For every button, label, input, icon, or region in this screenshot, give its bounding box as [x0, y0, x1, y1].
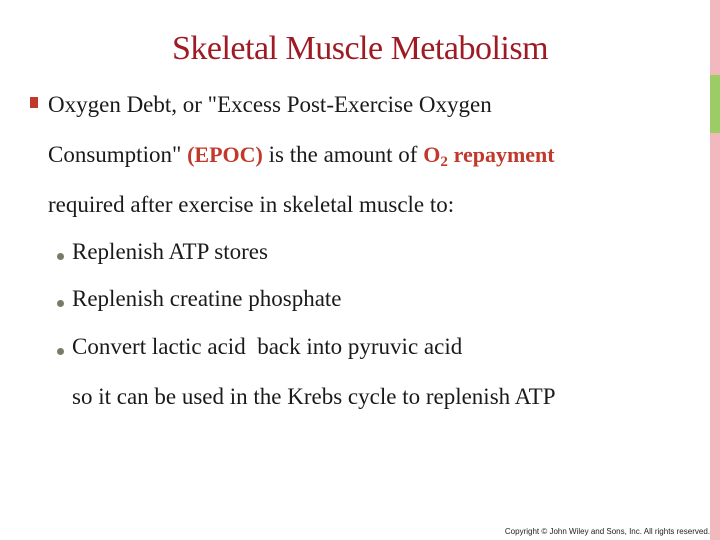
- bullet-dot-icon: [57, 300, 64, 307]
- repayment-highlight: repayment: [453, 142, 555, 167]
- o-symbol: O: [423, 142, 441, 167]
- sub-bullet-2: Replenish creatine phosphate: [72, 286, 342, 311]
- bullet-dot-icon: [57, 253, 64, 260]
- consumption-text: Consumption": [48, 142, 182, 167]
- bullet-marker-icon: [30, 97, 38, 108]
- sub-bullet-1: Replenish ATP stores: [72, 239, 268, 264]
- epoc-highlight: (EPOC): [187, 142, 263, 167]
- copyright-footer: Copyright © John Wiley and Sons, Inc. All rights reserved.: [504, 527, 710, 536]
- sub-bullet-3: Convert lactic acid back into pyruvic acid: [72, 334, 463, 359]
- o2-subscript: 2: [440, 154, 448, 170]
- slide-title: Skeletal Muscle Metabolism: [171, 30, 549, 67]
- amount-text: is the amount of: [268, 142, 418, 167]
- side-accent-bottom: [710, 133, 720, 540]
- o2-highlight: [423, 142, 448, 170]
- side-accent-green: [710, 75, 720, 133]
- bullet-dot-icon: [57, 348, 64, 355]
- body-line-3: required after exercise in skeletal muscle to:: [48, 192, 455, 217]
- body-line-1: Oxygen Debt, or "Excess Post-Exercise Oxygen: [48, 92, 492, 117]
- body-line-2: [48, 142, 555, 171]
- sub-bullet-3-continuation: so it can be used in the Krebs cycle to replenish ATP: [72, 384, 556, 409]
